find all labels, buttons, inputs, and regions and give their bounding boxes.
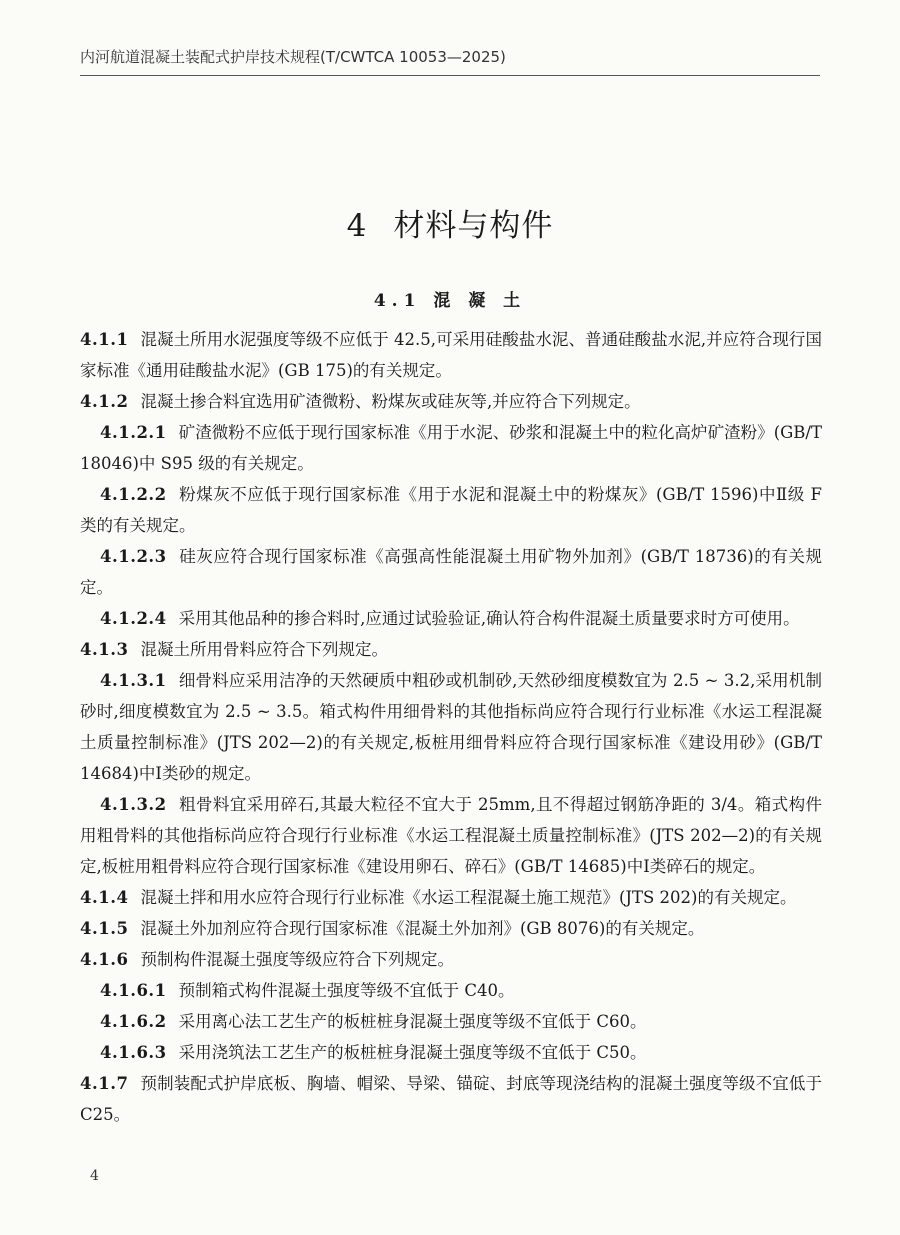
clause-text: 预制构件混凝土强度等级应符合下列规定。 xyxy=(140,950,454,969)
clause-4-1-2 xyxy=(80,386,822,417)
clause-number: 4.1.2.1 xyxy=(100,423,167,442)
clause-4-1-2-1 xyxy=(80,417,822,479)
clause-4-1-5 xyxy=(80,913,822,944)
clause-text: 矿渣微粉不应低于现行国家标准《用于水泥、砂浆和混凝土中的粒化高炉矿渣粉》(GB/T 18046)中 S95 级的有关规定。 xyxy=(80,423,822,473)
clause-4-1-1 xyxy=(80,324,822,386)
clause-number: 4.1.2 xyxy=(80,392,129,411)
header-divider xyxy=(80,75,820,76)
clause-number: 4.1.3.1 xyxy=(100,671,167,690)
clause-4-1-2-4 xyxy=(80,603,822,634)
clause-text: 预制装配式护岸底板、胸墙、帽梁、导梁、锚碇、封底等现浇结构的混凝土强度等级不宜低于 C25。 xyxy=(80,1074,822,1124)
clause-4-1-6 xyxy=(80,944,822,975)
clause-4-1-2-2 xyxy=(80,479,822,541)
clause-text: 混凝土掺合料宜选用矿渣微粉、粉煤灰或硅灰等,并应符合下列规定。 xyxy=(140,392,641,411)
chapter-title xyxy=(0,200,900,245)
clause-number: 4.1.6.2 xyxy=(100,1012,167,1031)
clause-4-1-6-2 xyxy=(80,1006,822,1037)
clause-text: 细骨料应采用洁净的天然硬质中粗砂或机制砂,天然砂细度模数宜为 2.5 ~ 3.2,采用机制砂时,细度模数宜为 2.5 ~ 3.5。箱式构件用细骨料的其他指标尚应符合现行行业标准《水运工程混凝土质量控制标准》(JTS 202—2)的有关规定,板桩用细骨料应符合现行国家标准《建设用砂》(GB/T 14684)中Ⅰ类砂的规定。 xyxy=(80,671,822,783)
clause-number: 4.1.1 xyxy=(80,330,129,349)
clause-text: 硅灰应符合现行国家标准《高强高性能混凝土用矿物外加剂》(GB/T 18736)的有关规定。 xyxy=(80,547,822,597)
clause-4-1-3 xyxy=(80,634,822,665)
page-number: 4 xyxy=(90,1168,99,1184)
clause-number: 4.1.2.4 xyxy=(100,609,167,628)
clause-number: 4.1.2.2 xyxy=(100,485,167,504)
clause-4-1-6-1 xyxy=(80,975,822,1006)
clause-number: 4.1.7 xyxy=(80,1074,129,1093)
clause-text: 混凝土外加剂应符合现行国家标准《混凝土外加剂》(GB 8076)的有关规定。 xyxy=(140,919,705,938)
clause-text: 混凝土所用骨料应符合下列规定。 xyxy=(140,640,388,659)
clause-number: 4.1.3 xyxy=(80,640,129,659)
clause-number: 4.1.3.2 xyxy=(100,795,167,814)
clause-4-1-4 xyxy=(80,882,822,913)
clause-text: 混凝土拌和用水应符合现行行业标准《水运工程混凝土施工规范》(JTS 202)的有关规定。 xyxy=(140,888,797,907)
clauses-body xyxy=(80,324,822,1130)
clause-number: 4.1.6 xyxy=(80,950,129,969)
chapter-number: 4 xyxy=(346,208,368,244)
clause-number: 4.1.2.3 xyxy=(100,547,167,566)
clause-text: 采用离心法工艺生产的板桩桩身混凝土强度等级不宜低于 C60。 xyxy=(178,1012,647,1031)
clause-number: 4.1.6.3 xyxy=(100,1043,167,1062)
clause-4-1-6-3 xyxy=(80,1037,822,1068)
chapter-title-text: 材料与构件 xyxy=(393,208,554,244)
running-header: 内河航道混凝土装配式护岸技术规程(T/CWTCA 10053—2025) xyxy=(80,48,506,66)
clause-4-1-3-1 xyxy=(80,665,822,789)
clause-number: 4.1.4 xyxy=(80,888,129,907)
clause-text: 混凝土所用水泥强度等级不应低于 42.5,可采用硅酸盐水泥、普通硅酸盐水泥,并应符合现行国家标准《通用硅酸盐水泥》(GB 175)的有关规定。 xyxy=(80,330,822,380)
clause-text: 采用浇筑法工艺生产的板桩桩身混凝土强度等级不宜低于 C50。 xyxy=(178,1043,647,1062)
clause-number: 4.1.6.1 xyxy=(100,981,167,1000)
clause-4-1-7 xyxy=(80,1068,822,1130)
clause-4-1-3-2 xyxy=(80,789,822,882)
clause-text: 粗骨料宜采用碎石,其最大粒径不宜大于 25mm,且不得超过钢筋净距的 3/4。箱式构件用粗骨料的其他指标尚应符合现行行业标准《水运工程混凝土质量控制标准》(JTS 202—2)的有关规定,板桩用粗骨料应符合现行国家标准《建设用卵石、碎石》(GB/T 14685)中Ⅰ类碎石的规定。 xyxy=(80,795,822,876)
clause-4-1-2-3 xyxy=(80,541,822,603)
clause-text: 预制箱式构件混凝土强度等级不宜低于 C40。 xyxy=(178,981,515,1000)
clause-text: 采用其他品种的掺合料时,应通过试验验证,确认符合构件混凝土质量要求时方可使用。 xyxy=(178,609,800,628)
section-title: 4.1 混 凝 土 xyxy=(373,291,527,311)
clause-number: 4.1.5 xyxy=(80,919,129,938)
clause-text: 粉煤灰不应低于现行国家标准《用于水泥和混凝土中的粉煤灰》(GB/T 1596)中Ⅱ级 F 类的有关规定。 xyxy=(80,485,822,535)
